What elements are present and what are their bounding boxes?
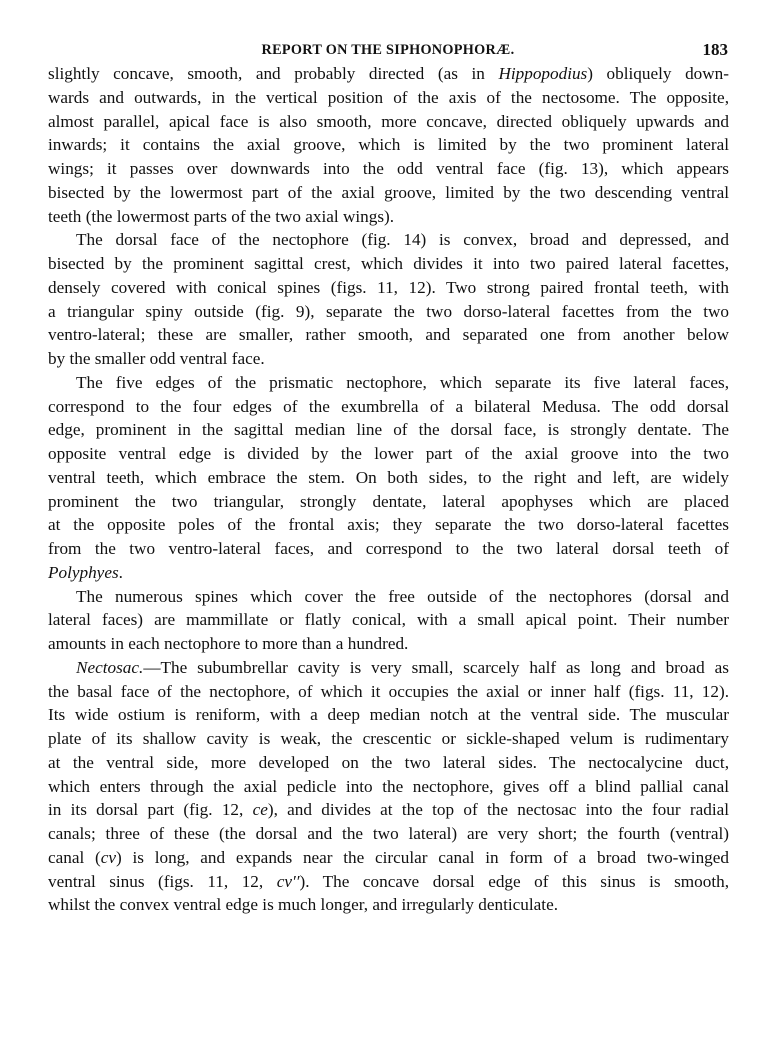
text-segment: bisected by the prominent sagittal crest, which divides it into two paired lateral facettes, [48,254,729,273]
text-line [48,513,729,537]
text-segment: wards and outwards, in the vertical position of the axis of the nectosome. The opposite, [48,87,729,107]
italic-text: ce [252,800,268,820]
body-text [48,62,729,917]
text-segment: from the two ventro-lateral faces, and correspond to the two lateral dorsal teeth of [48,539,729,558]
italic-text: cv [100,847,116,867]
text-line [48,561,729,585]
text-segment: at the opposite poles of the frontal axis; they separate the two dorso-lateral facettes [48,515,729,535]
text-segment: lateral faces) are mammillate or flatly conical, with a small apical point. Their number [48,610,729,630]
text-segment: ventral sinus (figs. 11, 12, [48,871,277,891]
page-header [48,42,728,64]
text-segment: teeth (the lowermost parts of the two axial wings). [48,206,395,226]
text-segment: ventro-lateral; these are smaller, rather smooth, and separated one from another below [48,325,729,345]
text-line [48,846,729,870]
text-line [48,466,729,490]
text-segment: bisected by the lowermost part of the axial groove, limited by the two descending ventral [48,182,729,202]
text-segment: whilst the convex ventral edge is much longer, and irregularly denticulate. [48,895,558,915]
text-segment: by the smaller odd ventral face. [48,349,265,368]
italic-text: cv′′ [276,871,300,891]
text-segment: opposite ventral edge is divided by the lower part of the axial groove into the two [48,444,729,463]
text-line [48,395,729,419]
text-segment: The numerous spines which cover the free outside of the nectophores (dorsal and [76,586,729,606]
text-line [48,276,729,300]
text-line [48,371,729,395]
text-segment: a triangular spiny outside (fig. 9), separate the two dorso-lateral facettes from the two [48,301,729,321]
text-segment: . [118,562,123,582]
text-line [48,323,729,347]
text-segment: canals; three of these (the dorsal and the two lateral) are very short; the fourth (ventral) [48,824,729,843]
text-line [48,157,729,181]
text-line [48,110,729,134]
text-segment: in its dorsal part (fig. 12, [48,800,253,820]
italic-text: Nectosac. [76,657,144,677]
italic-text: Polyphyes [48,562,119,582]
text-line [48,442,729,466]
text-segment: ) obliquely down- [587,64,729,83]
text-line [48,418,729,442]
text-segment: Its wide ostium is reniform, with a deep median notch at the ventral side. The muscular [48,705,729,725]
text-line [48,751,729,775]
text-line [48,703,729,727]
text-segment: almost parallel, apical face is also smooth, more concave, directed obliquely upwards and [48,111,729,131]
text-line [48,585,729,609]
text-segment: ventral teeth, which embrace the stem. On both sides, to the right and left, are widely [48,467,729,487]
text-line [48,252,729,276]
text-segment: correspond to the four edges of the exumbrella of a bilateral Medusa. The odd dorsal [48,396,729,416]
text-line [48,86,729,110]
text-line [48,62,729,86]
page-number: 183 [702,40,728,59]
text-segment: the basal face of the nectophore, of which it occupies the axial or inner half (figs. 11, 12). [48,681,729,701]
text-segment: ) is long, and expands near the circular canal in form of a broad two-winged [116,847,729,867]
text-line [48,798,729,822]
text-segment: plate of its shallow cavity is weak, the crescentic or sickle-shaped velum is rudimentary [48,729,729,748]
text-line [48,205,729,229]
text-segment: slightly concave, smooth, and probably directed (as in [48,64,499,83]
text-segment: inwards; it contains the axial groove, which is limited by the two prominent lateral [48,135,729,155]
text-segment: ). The concave dorsal edge of this sinus is smooth, [299,871,729,891]
text-segment: densely covered with conical spines (figs. 11, 12). Two strong paired frontal teeth, with [48,277,729,297]
text-line [48,608,729,632]
text-segment: The dorsal face of the nectophore (fig. 14) is convex, broad and depressed, and [76,230,729,250]
text-line [48,490,729,514]
text-segment: ), and divides at the top of the nectosac into the four radial [267,800,729,820]
text-segment: at the ventral side, more developed on the two lateral sides. The nectocalycine duct, [48,752,729,772]
text-segment: wings; it passes over downwards into the odd ventral face (fig. 13), which appears [48,159,729,178]
text-line [48,632,729,656]
text-line [48,870,729,894]
text-segment: amounts in each nectophore to more than a hundred. [48,634,409,653]
text-line [48,300,729,324]
text-segment: —The subumbrellar cavity is very small, scarcely half as long and broad as [143,657,729,677]
running-title: REPORT ON THE SIPHONOPHORÆ. [261,42,515,58]
text-line [48,537,729,561]
text-line [48,680,729,704]
italic-text: Hippopodius [498,64,588,83]
text-segment: edge, prominent in the sagittal median line of the dorsal face, is strongly dentate. The [48,420,729,440]
text-line [48,228,729,252]
text-line [48,775,729,799]
text-line [48,133,729,157]
text-line [48,822,729,846]
text-segment: prominent the two triangular, strongly dentate, lateral apophyses which are placed [48,491,729,511]
text-line [48,727,729,751]
text-line [48,893,729,917]
text-line [48,656,729,680]
text-line [48,347,729,371]
text-segment: The five edges of the prismatic nectophore, which separate its five lateral faces, [76,372,729,392]
text-line [48,181,729,205]
text-segment: which enters through the axial pedicle into the nectophore, gives off a blind pallial canal [48,776,729,796]
text-segment: canal ( [48,847,101,867]
